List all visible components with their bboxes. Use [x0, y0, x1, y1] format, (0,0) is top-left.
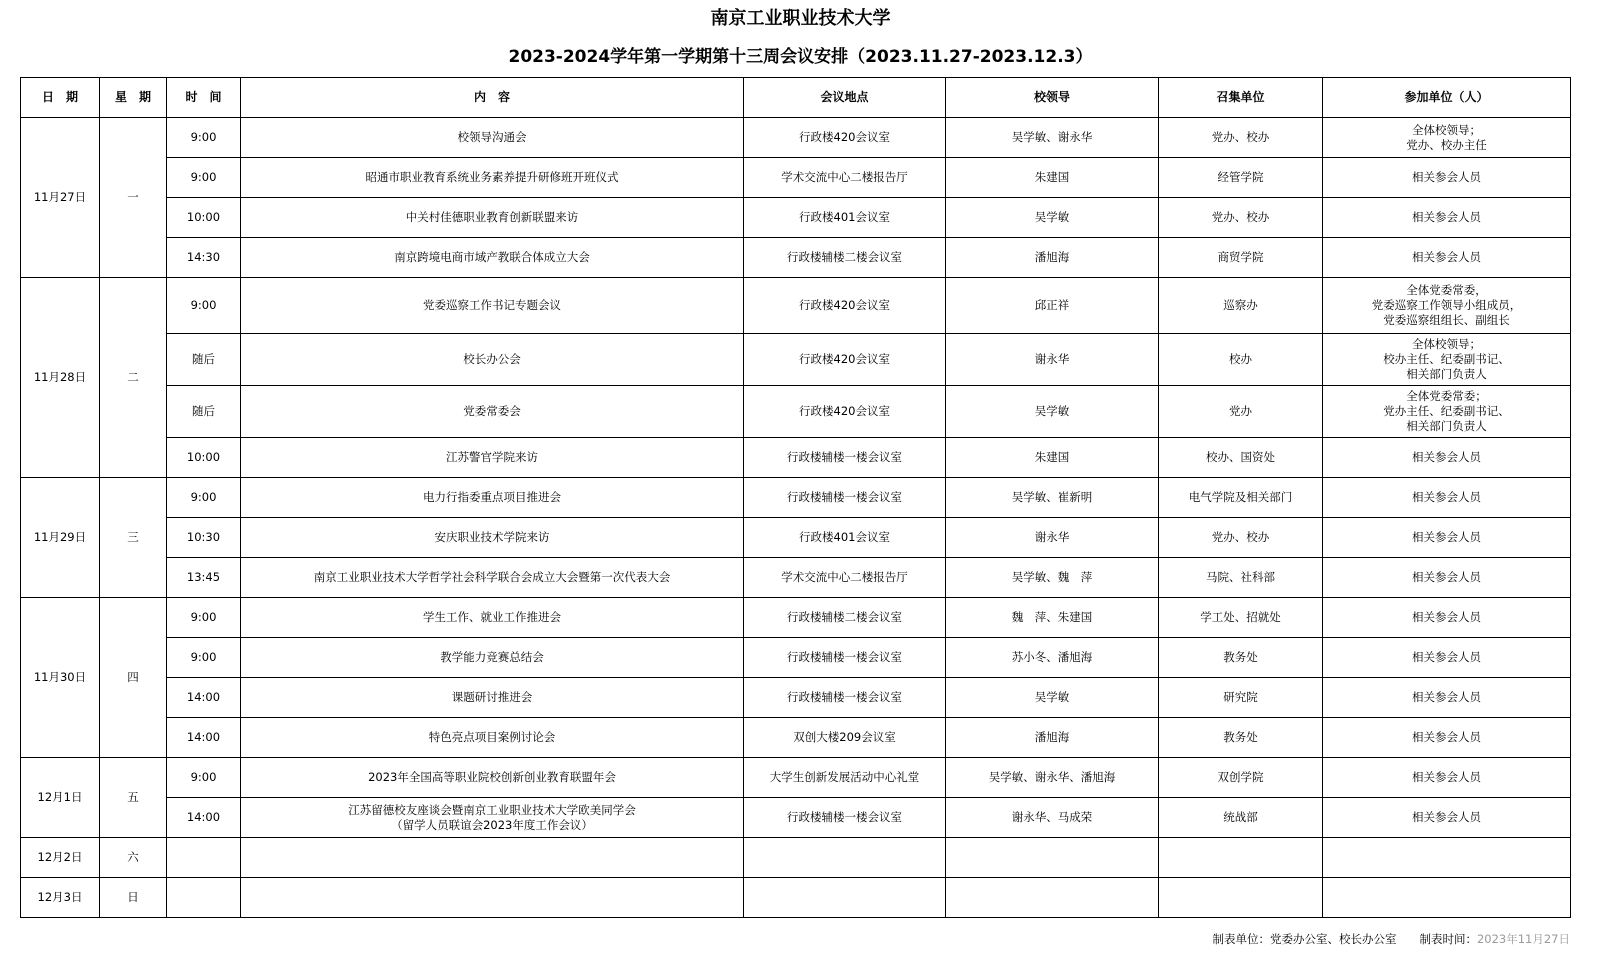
meeting-participants: 相关参会人员 [1323, 478, 1571, 518]
meeting-content: 党委常委会 [241, 386, 744, 438]
meeting-convener: 党办、校办 [1159, 518, 1323, 558]
day-date: 11月28日 [21, 278, 100, 478]
meeting-place: 行政楼420会议室 [744, 278, 946, 334]
table-row [21, 238, 1571, 278]
meeting-convener: 统战部 [1159, 798, 1323, 838]
meeting-content [241, 878, 744, 918]
meeting-leader: 苏小冬、潘旭海 [946, 638, 1159, 678]
table-row [21, 386, 1571, 438]
meeting-place: 行政楼420会议室 [744, 334, 946, 386]
footer [0, 931, 1570, 947]
table-row [21, 878, 1571, 918]
header-participants: 参加单位（人） [1323, 78, 1571, 118]
meeting-participants: 相关参会人员 [1323, 238, 1571, 278]
header-date: 日 期 [21, 78, 100, 118]
footer-unit: 制表单位：党委办公室、校长办公室 制表时间： [1212, 932, 1477, 946]
meeting-participants: 全体校领导； 校办主任、纪委副书记、 相关部门负责人 [1323, 334, 1571, 386]
meeting-participants: 全体党委常委， 党委巡察工作领导小组成员， 党委巡察组组长、副组长 [1323, 278, 1571, 334]
header-leader: 校领导 [946, 78, 1159, 118]
meeting-place [744, 838, 946, 878]
table-row [21, 638, 1571, 678]
meeting-leader: 谢永华、马成荣 [946, 798, 1159, 838]
meeting-convener: 党办 [1159, 386, 1323, 438]
meeting-content: 安庆职业技术学院来访 [241, 518, 744, 558]
meeting-time: 14:00 [167, 678, 241, 718]
table-row [21, 478, 1571, 518]
table-row [21, 558, 1571, 598]
meeting-convener: 电气学院及相关部门 [1159, 478, 1323, 518]
meeting-convener [1159, 838, 1323, 878]
meeting-content: 特色亮点项目案例讨论会 [241, 718, 744, 758]
meeting-time: 9:00 [167, 158, 241, 198]
meeting-participants: 全体校领导； 党办、校办主任 [1323, 118, 1571, 158]
meeting-time: 9:00 [167, 278, 241, 334]
day-date: 11月29日 [21, 478, 100, 598]
meeting-content: 教学能力竞赛总结会 [241, 638, 744, 678]
day-weekday: 四 [100, 598, 167, 758]
meeting-place: 行政楼420会议室 [744, 118, 946, 158]
day-date: 12月1日 [21, 758, 100, 838]
meeting-convener: 商贸学院 [1159, 238, 1323, 278]
meeting-participants: 相关参会人员 [1323, 518, 1571, 558]
table-row [21, 518, 1571, 558]
meeting-leader: 朱建国 [946, 438, 1159, 478]
meeting-place: 学术交流中心二楼报告厅 [744, 558, 946, 598]
table-row [21, 598, 1571, 638]
day-weekday: 日 [100, 878, 167, 918]
meeting-convener [1159, 878, 1323, 918]
day-weekday: 六 [100, 838, 167, 878]
meeting-place: 行政楼401会议室 [744, 518, 946, 558]
meeting-convener: 校办 [1159, 334, 1323, 386]
meeting-leader: 邱正祥 [946, 278, 1159, 334]
meeting-place: 行政楼辅楼二楼会议室 [744, 238, 946, 278]
meeting-participants: 相关参会人员 [1323, 198, 1571, 238]
table-row [21, 758, 1571, 798]
meeting-convener: 教务处 [1159, 718, 1323, 758]
meeting-content: 电力行指委重点项目推进会 [241, 478, 744, 518]
meeting-content: 校长办公会 [241, 334, 744, 386]
table-row [21, 278, 1571, 334]
meeting-content: 江苏警官学院来访 [241, 438, 744, 478]
meeting-time: 9:00 [167, 478, 241, 518]
meeting-leader: 吴学敏 [946, 386, 1159, 438]
document-title: 南京工业职业技术大学 [710, 8, 891, 29]
meeting-place: 大学生创新发展活动中心礼堂 [744, 758, 946, 798]
meeting-leader: 谢永华 [946, 334, 1159, 386]
table-row [21, 198, 1571, 238]
meeting-time: 10:00 [167, 198, 241, 238]
header-convener: 召集单位 [1159, 78, 1323, 118]
day-date: 11月27日 [21, 118, 100, 278]
meeting-leader: 吴学敏、魏 萍 [946, 558, 1159, 598]
table-row [21, 334, 1571, 386]
meeting-convener: 马院、社科部 [1159, 558, 1323, 598]
meeting-convener: 研究院 [1159, 678, 1323, 718]
meeting-place: 行政楼辅楼二楼会议室 [744, 598, 946, 638]
meeting-time: 14:00 [167, 718, 241, 758]
day-date: 11月30日 [21, 598, 100, 758]
meeting-place: 双创大楼209会议室 [744, 718, 946, 758]
meeting-leader: 吴学敏、谢永华 [946, 118, 1159, 158]
meeting-content: 南京跨境电商市域产教联合体成立大会 [241, 238, 744, 278]
meeting-convener: 巡察办 [1159, 278, 1323, 334]
table-header-row [21, 78, 1571, 118]
meeting-content: 南京工业职业技术大学哲学社会科学联合会成立大会暨第一次代表大会 [241, 558, 744, 598]
meeting-leader: 朱建国 [946, 158, 1159, 198]
meeting-time [167, 878, 241, 918]
day-weekday: 五 [100, 758, 167, 838]
meeting-leader: 吴学敏 [946, 678, 1159, 718]
meeting-place: 行政楼401会议室 [744, 198, 946, 238]
day-weekday: 三 [100, 478, 167, 598]
meeting-content: 昭通市职业教育系统业务素养提升研修班开班仪式 [241, 158, 744, 198]
meeting-time: 随后 [167, 334, 241, 386]
meeting-content: 2023年全国高等职业院校创新创业教育联盟年会 [241, 758, 744, 798]
meeting-time: 随后 [167, 386, 241, 438]
meeting-participants: 相关参会人员 [1323, 718, 1571, 758]
meeting-convener: 双创学院 [1159, 758, 1323, 798]
meeting-leader: 吴学敏 [946, 198, 1159, 238]
meeting-content: 中关村佳德职业教育创新联盟来访 [241, 198, 744, 238]
table-row [21, 158, 1571, 198]
meeting-leader: 吴学敏、崔新明 [946, 478, 1159, 518]
meeting-time [167, 838, 241, 878]
day-date: 12月3日 [21, 878, 100, 918]
meeting-convener: 校办、国资处 [1159, 438, 1323, 478]
meeting-participants: 相关参会人员 [1323, 558, 1571, 598]
meeting-time: 9:00 [167, 638, 241, 678]
meeting-convener: 党办、校办 [1159, 198, 1323, 238]
meeting-leader [946, 878, 1159, 918]
meeting-convener: 教务处 [1159, 638, 1323, 678]
meeting-content: 校领导沟通会 [241, 118, 744, 158]
meeting-participants [1323, 878, 1571, 918]
meeting-leader: 吴学敏、谢永华、潘旭海 [946, 758, 1159, 798]
meeting-leader: 魏 萍、朱建国 [946, 598, 1159, 638]
meeting-participants: 相关参会人员 [1323, 158, 1571, 198]
table-row [21, 118, 1571, 158]
meeting-content: 课题研讨推进会 [241, 678, 744, 718]
document-subtitle: 2023-2024学年第一学期第十三周会议安排（2023.11.27-2023.12.3） [508, 47, 1093, 67]
meeting-time: 14:30 [167, 238, 241, 278]
day-weekday: 一 [100, 118, 167, 278]
meeting-participants: 相关参会人员 [1323, 678, 1571, 718]
meeting-time: 10:00 [167, 438, 241, 478]
schedule-body [21, 118, 1571, 918]
meeting-convener: 经管学院 [1159, 158, 1323, 198]
meeting-place: 行政楼辅楼一楼会议室 [744, 478, 946, 518]
meeting-place: 学术交流中心二楼报告厅 [744, 158, 946, 198]
meeting-participants: 相关参会人员 [1323, 758, 1571, 798]
meeting-leader: 潘旭海 [946, 718, 1159, 758]
table-row [21, 838, 1571, 878]
header-time: 时 间 [167, 78, 241, 118]
footer-date: 2023年11月27日 [1476, 932, 1570, 946]
meeting-time: 9:00 [167, 598, 241, 638]
meeting-participants: 全体党委常委； 党办主任、纪委副书记、 相关部门负责人 [1323, 386, 1571, 438]
schedule-table [20, 77, 1571, 918]
meeting-time: 14:00 [167, 798, 241, 838]
meeting-content: 江苏留德校友座谈会暨南京工业职业技术大学欧美同学会 （留学人员联谊会2023年度工作会议） [241, 798, 744, 838]
meeting-place: 行政楼辅楼一楼会议室 [744, 638, 946, 678]
meeting-participants: 相关参会人员 [1323, 438, 1571, 478]
table-row [21, 438, 1571, 478]
meeting-place: 行政楼辅楼一楼会议室 [744, 678, 946, 718]
meeting-content: 党委巡察工作书记专题会议 [241, 278, 744, 334]
meeting-leader: 谢永华 [946, 518, 1159, 558]
meeting-time: 13:45 [167, 558, 241, 598]
meeting-place: 行政楼辅楼一楼会议室 [744, 438, 946, 478]
header-place: 会议地点 [744, 78, 946, 118]
meeting-place: 行政楼辅楼一楼会议室 [744, 798, 946, 838]
meeting-time: 9:00 [167, 758, 241, 798]
day-date: 12月2日 [21, 838, 100, 878]
meeting-content: 学生工作、就业工作推进会 [241, 598, 744, 638]
meeting-content [241, 838, 744, 878]
meeting-leader: 潘旭海 [946, 238, 1159, 278]
table-row [21, 678, 1571, 718]
header-weekday: 星 期 [100, 78, 167, 118]
meeting-leader [946, 838, 1159, 878]
meeting-time: 9:00 [167, 118, 241, 158]
meeting-participants: 相关参会人员 [1323, 638, 1571, 678]
table-row [21, 798, 1571, 838]
meeting-place [744, 878, 946, 918]
meeting-convener: 党办、校办 [1159, 118, 1323, 158]
meeting-place: 行政楼420会议室 [744, 386, 946, 438]
meeting-time: 10:30 [167, 518, 241, 558]
meeting-participants: 相关参会人员 [1323, 598, 1571, 638]
table-row [21, 718, 1571, 758]
day-weekday: 二 [100, 278, 167, 478]
meeting-participants [1323, 838, 1571, 878]
meeting-participants: 相关参会人员 [1323, 798, 1571, 838]
meeting-convener: 学工处、招就处 [1159, 598, 1323, 638]
header-content: 内 容 [241, 78, 744, 118]
